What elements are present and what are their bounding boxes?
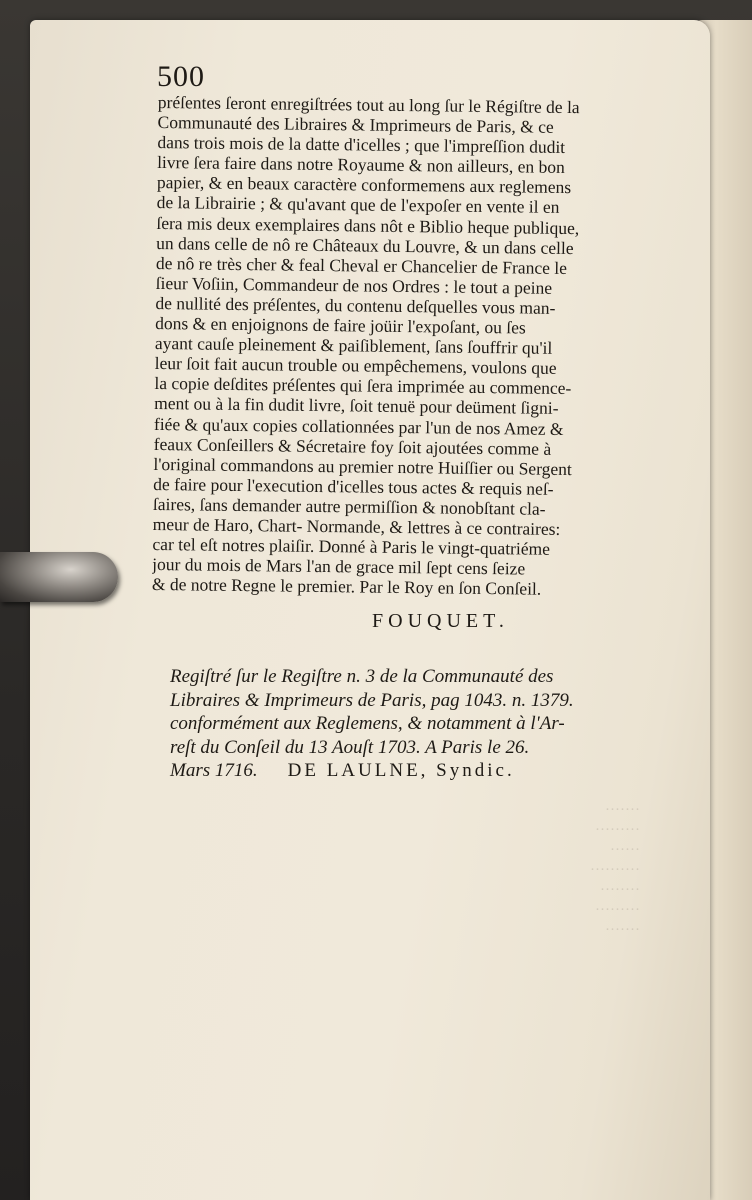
syndic-name: DE LAULNE, Syndic. [287,760,515,781]
text-line: ſieur Voſiin, Commandeur de nos Ordres : le tout a peine [155,272,553,298]
text-line: & de notre Regne le premier. Par le Roy en ſon Conſeil. [151,574,542,599]
text-line: l'original commandons au premier notre Huiſſier ou Sergent [153,453,572,479]
text-line: livre ſera faire dans notre Royaume & non ailleurs, en bon [157,152,565,178]
text-line: de la Librairie ; & qu'avant que de l'expoſer en vente il en [156,192,560,218]
text-line: dans trois mois de la datte d'icelles ; que l'impreſſion dudit [157,132,566,158]
registration-line: reſt du Conſeil du 13 Aouſt 1703. A Paris le 26. [170,736,530,758]
ink-show-through: ······· ········· ······ ·········· ········ ········· ······· [590,802,640,938]
text-line: dons & en enjoignons de faire joüir l'expoſant, ou ſes [155,313,526,338]
registration-note [170,665,640,783]
text-line: ſera mis deux exemplaires dans nôt e Biblio heque publique, [156,212,580,238]
text-line: papier, & en beaux caractère conformemens aux reglemens [156,172,572,198]
registration-line: Libraires & Imprimeurs de Paris, pag 1043. n. 1379. [170,689,574,711]
privilege-text [152,92,652,600]
page-number: 500 [157,60,205,93]
text-line: de faire pour l'execution d'icelles tous actes & requis neſ- [153,473,554,499]
text-line: de nullité des préſentes, du contenu deſquelles vous man- [155,292,556,318]
text-line: préſentes ſeront enregiſtrées tout au long ſur le Régiſtre de la [157,92,580,118]
registration-date: Mars 1716. [170,760,258,781]
registration-line-last [170,759,640,783]
text-line: la copie deſdites préſentes qui ſera imprimée au commence- [154,373,572,399]
text-line: Communauté des Libraires & Imprimeurs de Paris, & ce [157,112,554,137]
text-line: ment ou à la fin dudit livre, ſoit tenuë pour deüment ſigni- [154,393,559,419]
signature: FOUQUET. [372,610,509,632]
metal-bookmark [0,552,118,602]
text-line: leur ſoit fait aucun trouble ou empêchemens, voulons que [154,353,557,379]
text-line: de nô re très cher & feal Cheval er Chancelier de France le [155,252,568,278]
registration-line: Regiſtré ſur le Regiſtre n. 3 de la Communauté des [170,666,554,687]
text-line: jour du mois de Mars l'an de grace mil ſept cens ſeize [152,554,526,579]
text-line: feaux Conſeillers & Sécretaire foy ſoit ajoutées comme à [153,433,552,459]
text-line: ayant cauſe pleinement & paiſiblement, ſans ſouffrir qu'il [154,333,553,358]
text-line: car tel eſt notres plaiſir. Donné à Paris le vingt-quatriéme [152,534,551,559]
registration-line: conformément aux Reglemens, & notamment à l'Ar- [170,713,565,734]
text-line: ſaires, ſans demander autre permiſſion & nonobſtant cla- [152,493,546,519]
text-line: fiée & qu'aux copies collationnées par l'un de nos Amez & [153,413,564,439]
text-line: un dans celle de nô re Châteaux du Louvre, & un dans celle [156,232,574,258]
text-line: meur de Haro, Chart- Normande, & lettres à ce contraires: [152,513,561,539]
